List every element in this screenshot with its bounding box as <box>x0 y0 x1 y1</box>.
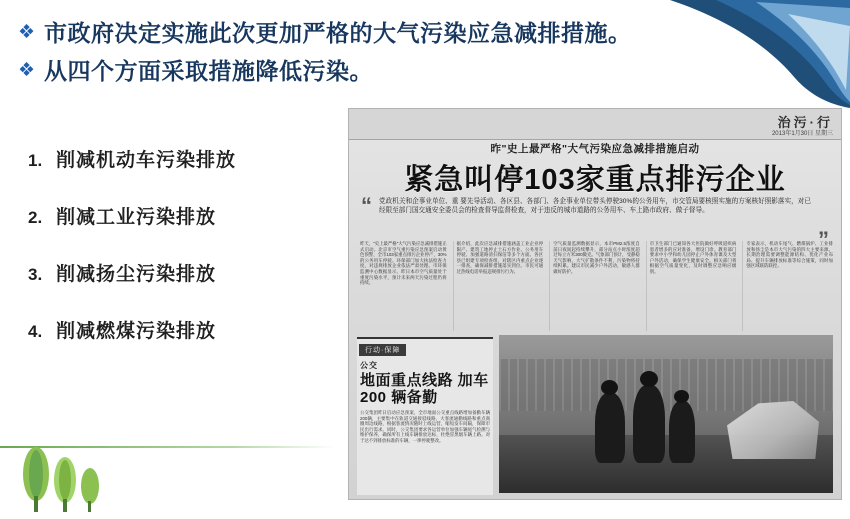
masthead-title: 治污·行 <box>777 115 833 130</box>
list-item <box>28 145 328 172</box>
list-item <box>28 316 328 343</box>
newspaper-column-area <box>357 241 833 331</box>
header-line <box>18 56 730 86</box>
newspaper-column: 昨天，"史上最严格"大气污染应急减排措施正式启动。北京市空气重污染应急预案启动黄色预警，全市103家重点排污企业停产，30%的公务用车停驶。环保部门加大执法检查力度，对违规排放企业依法严肃处理。市环保监测中心数据显示，昨日本市空气质量处于重度污染水平，预计未来两天污染过程仍将持续。 <box>360 241 447 286</box>
header-line <box>18 18 730 48</box>
newspaper-column: 市卫生部门已通知各大医院做好呼吸道疾病患者增多的应对准备，增设门诊。教育部门要求中小学和幼儿园停止户外体育课及大型户外活动，确保学生健康安全。相关部门将根据空气质量变化，及时调整应急响应级别。 <box>646 241 737 331</box>
photo-figure-head <box>674 390 689 403</box>
sidebar-subtitle: 公交 <box>360 361 378 370</box>
list-item-marker: 3. <box>28 265 43 284</box>
list-item-label: 削减扬尘污染排放 <box>56 264 217 285</box>
newspaper-clipping-image <box>348 108 842 500</box>
photo-figure-head <box>601 380 618 395</box>
sidebar-body: 公交集团昨日启动应急预案，全市地面公交重点线路增加备勤车辆200辆，主要集中在轨道交通接驳线路、大客流通勤线路和重点商圈周边线路，根据客流情况随时上线运营，缩短发车间隔，保障市民出行需求。同时，公交集团要求各运营单位加强车辆尾气检测与维护保养，确保所有上线车辆排放达标，杜绝冒黑烟车辆上路。对于达不到排放标准的车辆，一律停驶整改。 <box>360 410 490 443</box>
diamond-bullet-icon: ❖ <box>18 22 36 43</box>
quote-open-icon: “ <box>361 193 372 218</box>
list-item-marker: 4. <box>28 322 43 341</box>
photo-figure-head <box>640 371 658 387</box>
masthead-date: 2013年1月30日 星期三 <box>771 131 833 137</box>
newspaper-column: 空气质量监测数据显示，本市PM2.5浓度自前日夜间起持续攀升，部分站点小时浓度超过每立方米300微克。气象部门预计，受静稳天气影响，大气扩散条件不利，污染物将持续积累。建议市民减少户外活动，敏感人群做好防护。 <box>549 241 640 331</box>
photo-figure <box>595 393 625 463</box>
list-item <box>28 259 328 286</box>
measures-list <box>28 145 328 373</box>
header-text: 市政府决定实施此次更加严格的大气污染应急减排措施。 <box>44 20 632 46</box>
diamond-bullet-icon: ❖ <box>18 60 36 81</box>
list-item-label: 削减燃煤污染排放 <box>56 321 217 342</box>
tree-decoration <box>10 444 130 514</box>
list-item-label: 削减工业污染排放 <box>56 207 217 228</box>
newspaper-photo <box>499 335 833 493</box>
newspaper-column: 专家表示，机动车尾气、燃煤锅炉、工业排放和扬尘是本市大气污染的四大主要来源。长期治理需要调整能源结构、优化产业布局、提升车辆排放标准等综合施策，同时加强区域联防联控。 <box>742 241 833 331</box>
newspaper-lead-paragraph: 党政机关和企事业单位、重 要先导活动、各区县、各部门、各企事业单位带头停驶30%的公务用车，市交管局要核照实施的方案核好照影落实，对已经限至部门国交通安全委员会的检查督导监督检查，对于违反的城市道路的公务用车、车上路市政府、做子督导。 <box>379 198 811 214</box>
list-item-marker: 2. <box>28 208 43 227</box>
newspaper-headline: 紧急叫停103家重点排污企业 <box>404 164 786 196</box>
slide-header <box>18 18 730 94</box>
list-item-marker: 1. <box>28 151 43 170</box>
sidebar-title: 地面重点线路 加车 200 辆备勤 <box>360 372 489 406</box>
photo-figure <box>633 385 665 463</box>
newspaper-kicker: 昨"史上最严格"大气污染应急减排措施启动 <box>490 143 700 155</box>
list-item <box>28 202 328 229</box>
newspaper-sidebar-article <box>357 337 493 495</box>
newspaper-masthead <box>349 109 841 140</box>
list-item-label: 削减机动车污染排放 <box>56 150 237 171</box>
header-text: 从四个方面采取措施降低污染。 <box>44 58 374 84</box>
quote-close-icon: ” <box>818 227 829 252</box>
sidebar-tag: 行动·保障 <box>359 344 406 356</box>
photo-figure <box>669 401 695 463</box>
newspaper-column: 据介绍，此次应急减排措施涵盖工业企业停限产、建筑工地停止土石方作业、公务用车停驶、加强道路清扫保洁等多个方面。各区县已组建专项检查组，对辖区内重点企业逐一排查，确保减排措施落实到位。市民可通过热线电话举报违规排污行为。 <box>453 241 544 331</box>
